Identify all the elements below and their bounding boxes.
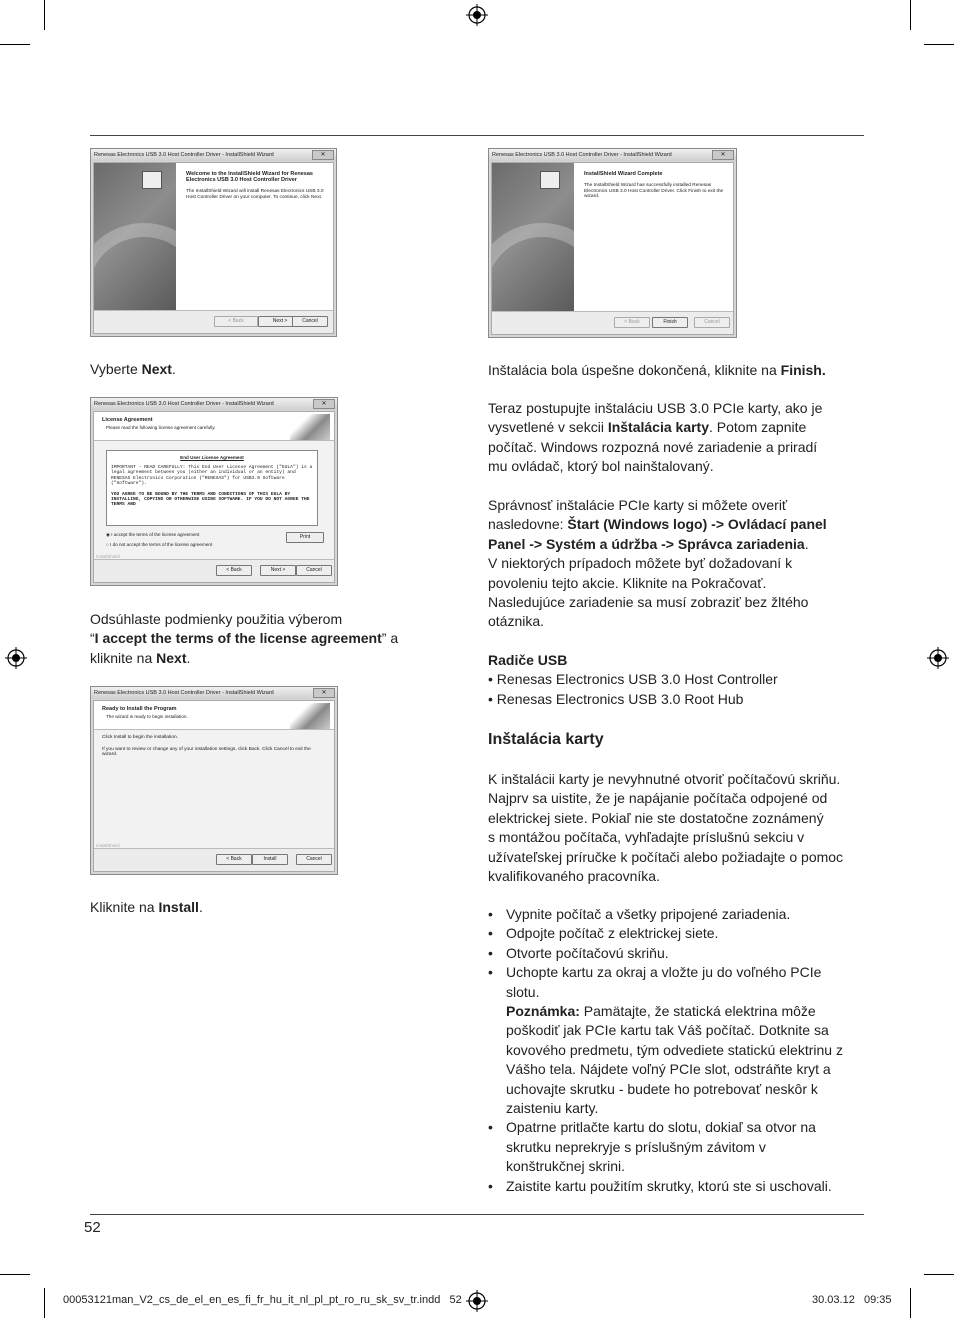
- crop-mark: [0, 44, 30, 45]
- caption-next: Vyberte Next.: [90, 361, 176, 377]
- installer-logo-icon: [290, 703, 330, 729]
- registration-mark-icon: [927, 647, 949, 669]
- card-install-intro: Teraz postupujte inštaláciu USB 3.0 PCIe karty, ako je vysvetlené v sekcii Inštalácia karty. Potom zapnite počítač. Windows rozpozná nové zariadenie a priradí mu ovládač, ktorý bol nainštalovaný.: [488, 400, 823, 475]
- cancel-button: Cancel: [296, 565, 332, 576]
- installshield-watermark: InstallShield: [96, 554, 120, 559]
- welcome-text: The InstallShield Wizard will install Renesas Electronics USB 3.0 Host Controller Driver on your computer. To continue, click Next.: [186, 189, 324, 200]
- list-item: • Opatrne pritlačte kartu do slotu, dokiaľ sa otvor na skrutku neprekryje s príslušným závitom v konštrukčnej skrini.: [488, 1118, 868, 1176]
- next-button: Next >: [260, 565, 296, 576]
- print-button: Print: [286, 532, 324, 543]
- decline-radio: ○ I do not accept the terms of the license agreement: [106, 542, 213, 547]
- close-icon: ✕: [313, 399, 335, 409]
- ready-heading: Ready to Install the Program: [102, 706, 177, 712]
- steps-list: [488, 905, 868, 1196]
- ready-sub: The wizard is ready to begin installation.: [106, 714, 188, 719]
- cancel-button: Cancel: [292, 316, 328, 327]
- next-button: Next >: [258, 316, 302, 327]
- card-install-paragraph: K inštalácii karty je nevyhnutné otvoriť počítačovú skriňu. Najprv sa uistite, že je napájanie počítača odpojené od elektrickej siete. Pokiaľ nie ste dostatočne zoznámený s montážou počítača, vyhľadajte príslušnú sekciu v užívateľskej príručke k počítači alebo požiadajte o pomoc kvalifikovaného pracovníka.: [488, 771, 844, 885]
- installer-icon: [540, 171, 560, 189]
- finish-button: Finish: [652, 317, 688, 328]
- registration-mark-icon: [466, 1290, 488, 1312]
- back-button: < Back: [614, 317, 650, 328]
- license-dialog-screenshot: [90, 397, 338, 586]
- back-button: < Back: [214, 316, 258, 327]
- installshield-watermark: InstallShield: [96, 843, 120, 848]
- crop-mark: [910, 1288, 911, 1318]
- dialog-title: Renesas Electronics USB 3.0 Host Controller Driver - InstallShield Wizard: [91, 398, 337, 410]
- finish-paragraph: Inštalácia bola úspešne dokončená, kliknite na Finish.: [488, 362, 826, 378]
- crop-mark: [924, 1274, 954, 1275]
- complete-text: The InstallShield Wizard has successfully installed Renesas Electronics USB 3.0 Host Controller Driver. Click Finish to exit the wizard.: [584, 183, 724, 199]
- eula-text-box: End User License Agreement IMPORTANT - READ CAREFULLY: This End User License Agreement ("EULA") is a legal agreement between you (either an individual or an entity) and RENESAS Electronics Corporation ("RENESAS") for USB3.0 Software ("Software"). YOU AGREE TO BE BOUND BY THE TERMS AND CONDITIONS OF THIS EULA BY INSTALLING, COPYING OR OTHERWISE USING SOFTWARE. IF YOU DO NOT AGREE THE TERMS AND: [106, 450, 318, 526]
- license-sub: Please read the following license agreement carefully.: [106, 425, 216, 430]
- dialog-title: Renesas Electronics USB 3.0 Host Controller Driver - InstallShield Wizard: [91, 687, 337, 699]
- caption-install: Kliknite na Install.: [90, 899, 203, 915]
- close-icon: ✕: [712, 150, 734, 160]
- verify-paragraph: Správnosť inštalácie PCIe karty si môžete overiť nasledovne: Štart (Windows logo) -> Ovládací panel Panel -> Systém a údržba -> Správca zariadenia. V niektorých prípadoch môžete byť dožadovaní k povoleniu tejto akcie. Kliknite na Pokračovať. Nasledujúce zariadenie sa musí zobraziť bez žltého otáznika.: [488, 497, 827, 630]
- close-icon: ✕: [313, 688, 335, 698]
- installer-logo-icon: [290, 414, 330, 440]
- close-icon: ✕: [312, 150, 334, 160]
- registration-mark-icon: [5, 647, 27, 669]
- installer-icon: [142, 171, 162, 189]
- complete-dialog-screenshot: [488, 148, 737, 338]
- footer-date: 30.03.12 09:35: [812, 1294, 892, 1306]
- usb-drivers-list: Radiče USB • Renesas Electronics USB 3.0 Host Controller • Renesas Electronics USB 3.0 Root Hub: [488, 652, 778, 707]
- crop-mark: [44, 1288, 45, 1318]
- ready-line2: If you want to review or change any of your installation settings, click Back. Click Cancel to exit the wizard.: [102, 746, 311, 757]
- bottom-rule: [90, 1214, 864, 1215]
- dialog-title: Renesas Electronics USB 3.0 Host Controller Driver - InstallShield Wizard: [91, 149, 336, 161]
- caption-accept: Odsúhlaste podmienky použitia výberom “I accept the terms of the license agreement” a kliknite na Next.: [90, 611, 399, 666]
- top-rule: [90, 135, 864, 136]
- license-heading: License Agreement: [102, 417, 153, 423]
- ready-line1: Click Install to begin the installation.: [102, 735, 178, 740]
- complete-heading: InstallShield Wizard Complete: [584, 171, 663, 177]
- back-button: < Back: [216, 565, 252, 576]
- list-item: • Odpojte počítač z elektrickej siete.: [488, 924, 868, 943]
- wizard-side-art: [492, 163, 574, 312]
- wizard-side-art: [94, 163, 176, 311]
- welcome-dialog-screenshot: [90, 148, 337, 337]
- crop-mark: [0, 1274, 30, 1275]
- section-title: Inštalácia karty: [488, 731, 604, 748]
- crop-mark: [910, 0, 911, 30]
- list-item: • Vypnite počítač a všetky pripojené zariadenia.: [488, 905, 868, 924]
- ready-dialog-screenshot: [90, 686, 338, 875]
- crop-mark: [44, 0, 45, 30]
- footer-file: 00053121man_V2_cs_de_el_en_es_fi_fr_hu_it_nl_pl_pt_ro_ru_sk_sv_tr.indd 52: [63, 1294, 462, 1306]
- accept-radio: ◉ I accept the terms of the license agreement: [106, 532, 200, 537]
- dialog-title: Renesas Electronics USB 3.0 Host Controller Driver - InstallShield Wizard: [489, 149, 736, 161]
- install-button: Install: [252, 854, 288, 865]
- cancel-button: Cancel: [296, 854, 332, 865]
- list-item: • Otvorte počítačovú skriňu.: [488, 944, 868, 963]
- list-item: • Zaistite kartu použitím skrutky, ktorú ste si uschovali.: [488, 1177, 868, 1196]
- list-item: • Uchopte kartu za okraj a vložte ju do voľného PCIe slotu. Poznámka: Pamätajte, že statická elektrina môže poškodiť jak PCIe kartu tak Váš počítač. Dotknite sa kovového predmetu, tým odvediete statickú elektrinu z Vášho tela. Nájdete voľný PCIe slot, odstráňte kryt a uchovajte skrutku - budete ho potrebovať neskôr k zaisteniu karty.: [488, 963, 868, 1118]
- registration-mark-icon: [466, 4, 488, 26]
- cancel-button: Cancel: [694, 317, 730, 328]
- back-button: < Back: [216, 854, 252, 865]
- crop-mark: [924, 44, 954, 45]
- welcome-heading: Welcome to the InstallShield Wizard for Renesas Electronics USB 3.0 Host Controller Driver: [186, 171, 313, 183]
- page-number: 52: [84, 1219, 101, 1236]
